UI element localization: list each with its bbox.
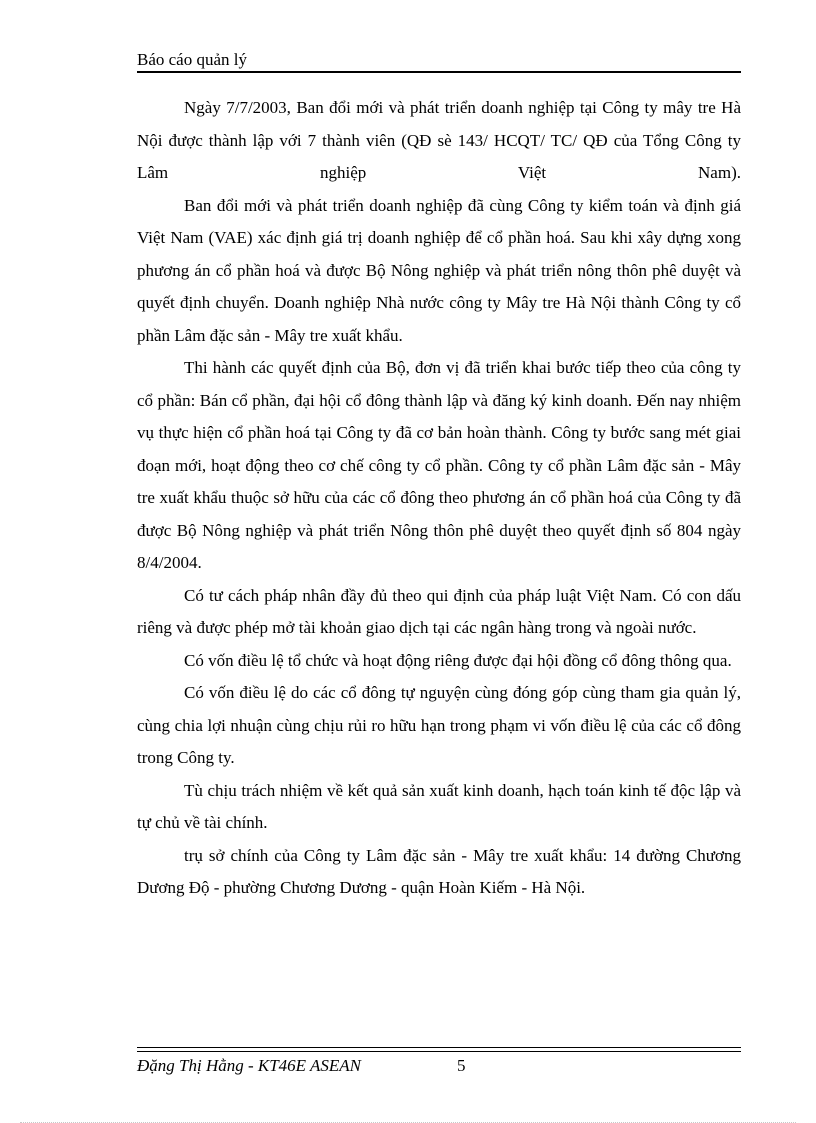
paragraph: Tù chịu trách nhiệm về kết quả sản xuất kinh doanh, hạch toán kinh tế độc lập và tự chủ về tài chính. [137, 780, 741, 832]
footer-divider [137, 1047, 741, 1052]
paragraph: Có vốn điều lệ tổ chức và hoạt động riêng được đại hội đồng cổ đông thông qua. [184, 650, 732, 670]
paragraph: Thi hành các quyết định của Bộ, đơn vị đã triển khai bước tiếp theo của công ty cổ phần: Bán cổ phần, đại hội cổ đông thành lập và đăng ký kinh doanh. Đến nay nhiệm vụ thực hiện cổ phần hoá tại Công ty đã cơ bản hoàn thành. Công ty bước sang mét giai đoạn mới, hoạt động theo cơ chế công ty cổ phần. Công ty cổ phần Lâm đặc sản - Mây tre xuất khẩu thuộc sở hữu của các cổ đông theo phương án cổ phần hoá của Công ty đã được Bộ Nông nghiệp và phát triển Nông thôn phê duyệt theo quyết định số 804 ngày 8/4/2004. [137, 358, 741, 572]
paragraph: Có vốn điều lệ do các cổ đông tự nguyện cùng đóng góp cùng tham gia quản lý, cùng chia lợi nhuận cùng chịu rủi ro hữu hạn trong phạm vi vốn điều lệ của các cổ đông trong Công ty. [137, 683, 741, 767]
document-body [137, 92, 741, 905]
paragraph: Có tư cách pháp nhân đầy đủ theo qui định của pháp luật Việt Nam. Có con dấu riêng và được phép mở tài khoản giao dịch tại các ngân hàng trong và ngoài nước. [137, 585, 741, 637]
page-header [137, 50, 741, 70]
header-title: Báo cáo quản lý [137, 50, 247, 69]
header-divider [137, 71, 741, 73]
paragraph: Ban đổi mới và phát triển doanh nghiệp đã cùng Công ty kiểm toán và định giá Việt Nam (VAE) xác định giá trị doanh nghiệp để cổ phần hoá. Sau khi xây dựng xong phương án cổ phần hoá và được Bộ Nông nghiệp và phát triển nông thôn phê duyệt và quyết định chuyển. Doanh nghiệp Nhà nước công ty Mây tre Hà Nội thành Công ty cổ phần Lâm đặc sản - Mây tre xuất khẩu. [137, 195, 741, 345]
paragraph: trụ sở chính của Công ty Lâm đặc sản - Mây tre xuất khẩu: 14 đường Chương Dương Độ - phường Chương Dương - quận Hoàn Kiếm - Hà Nội. [137, 845, 741, 897]
footer-author: Đặng Thị Hằng - KT46E ASEAN [137, 1056, 362, 1075]
page-number: 5 [457, 1056, 466, 1075]
paragraph: Ngày 7/7/2003, Ban đổi mới và phát triển doanh nghiệp tại Công ty mây tre Hà Nội được thành lập với 7 thành viên (QĐ sè 143/ HCQT/ TC/ QĐ của Tổng Công ty Lâm nghiệp Việt Nam). [137, 98, 741, 182]
